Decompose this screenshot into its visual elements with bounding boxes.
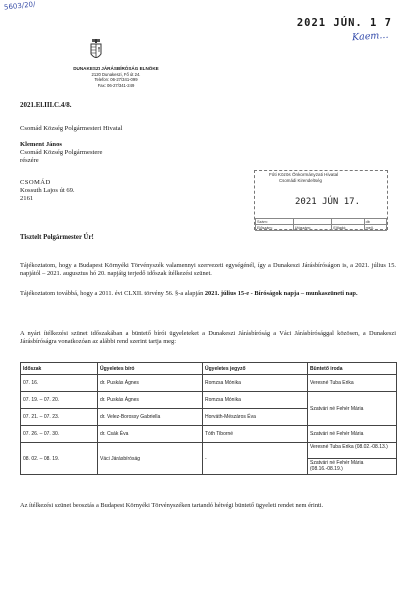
registration-stamp xyxy=(254,170,388,230)
paragraph-holiday-text: Tájékoztatom továbbá, hogy a 2011. évi CLXII. törvény 56. §-a alapján xyxy=(20,290,205,297)
handwritten-initials: Kaem... xyxy=(351,29,389,44)
recipient-title: Csomád Község Polgármestere xyxy=(20,149,103,157)
greeting: Tisztelt Polgármester Úr! xyxy=(20,234,94,241)
issuer-fax: Fax: 06-27/341-249 xyxy=(97,82,135,88)
recipient-office: Csomád Község Polgármesteri Hivatal xyxy=(20,125,123,132)
cell-clerk: Horváth-Mészáros Éva xyxy=(203,409,308,426)
issuer-phone: Telefon: 06-27/341-099 xyxy=(94,77,138,83)
recipient-name: Klement János xyxy=(20,141,62,148)
cell-judge: dr. Velez-Borossy Gabriella xyxy=(98,409,203,426)
paragraph-holiday xyxy=(20,290,396,298)
header-period: Időszak xyxy=(21,363,98,375)
cell-judge: dr. Puskás Ágnes xyxy=(98,375,203,392)
recipient-person-block xyxy=(20,141,102,166)
table-row xyxy=(21,443,397,475)
cell-office: Szatvári né Fehér Mária xyxy=(308,392,397,426)
recipient-street: Kossuth Lajos út 69. xyxy=(20,187,75,195)
paragraph-holiday-bold: 2021. július 15-e - Bíróságok napja – munkaszüneti nap. xyxy=(204,290,358,297)
stamp-label-db: db xyxy=(364,219,386,225)
cell-period: 08. 02. – 08. 19. xyxy=(21,443,98,475)
cell-period: 07. 21. – 07. 23. xyxy=(21,409,98,426)
table-header-row xyxy=(21,363,397,375)
recipient-address-block xyxy=(20,179,75,204)
table-row xyxy=(21,392,397,409)
cell-office: Szatvári né Fehér Mária xyxy=(308,426,397,443)
paragraph-schedule-intro: A nyári ítélkezési szünet időszakában a büntető bírói ügyeleteket a Dunakeszi Járásbíróság a Váci Járásbírósággal közösen, a Dunakeszi Járásbíróságra vonatkozóan az alábbi rend szerint tartja meg: xyxy=(20,330,396,346)
stamp-branch: Csomádi Kirendeltség xyxy=(279,178,322,183)
stamp-label-eloszam: Előszám: xyxy=(256,225,294,231)
received-date-stamp: 2021 JÚN. 1 7 xyxy=(296,17,392,29)
header-clerk: Ügyeletes jegyző xyxy=(203,363,308,375)
cell-period: 07. 16. xyxy=(21,375,98,392)
stamp-fields xyxy=(255,218,387,231)
cell-clerk: Romzsa Mónika xyxy=(203,375,308,392)
table-row xyxy=(21,426,397,443)
header-office: Büntető iroda xyxy=(308,363,397,375)
recipient-note: részére xyxy=(20,157,39,165)
coat-of-arms-icon xyxy=(89,39,103,63)
issuer-name: DUNAKESZI JÁRÁSBÍRÓSÁG ELNÖKE xyxy=(73,66,159,71)
cell-office-part: Veresné Tuba Erika (08.02.-08.13.) xyxy=(308,443,396,459)
reference-number: 2021.El.III.C.4/8. xyxy=(20,101,72,109)
cell-judge: Váci Járásbíróság xyxy=(98,443,203,475)
closing-paragraph: Az ítélkezési szünet beosztás a Budapest Környéki Törvényszéken tartandó hétvégi büntető ügyeleti rendet nem érinti. xyxy=(20,502,324,509)
issuer-block xyxy=(66,66,166,88)
cell-office-part: Szatvári né Fehér Mária (08.16.-08.19.) xyxy=(310,460,364,472)
cell-period: 07. 26. – 07. 30. xyxy=(21,426,98,443)
recipient-zip: 2161 xyxy=(20,195,34,203)
cell-judge: dr. Csák Éva xyxy=(98,426,203,443)
stamp-label-mell: mell. xyxy=(364,225,386,231)
stamp-label-eloado: Előadó: xyxy=(332,225,364,231)
cell-office-split xyxy=(308,443,397,475)
cell-period: 07. 19. – 07. 20. xyxy=(21,392,98,409)
duty-schedule-table xyxy=(20,362,397,475)
cell-judge: dr. Puskás Ágnes xyxy=(98,392,203,409)
stamp-office: Fóti Közös Önkormányzati Hivatal xyxy=(269,172,339,177)
stamp-label-szam: Szám: xyxy=(256,219,294,225)
paragraph-intro: Tájékoztatom, hogy a Budapest Környéki Törvényszék valamennyi szervezeti egységénél, így a Dunakeszi Járásbíróságon is, a 2021. július 15. napjától – 2021. augusztus hó 20. napjáig terjedő időszak ítélkezési szünet. xyxy=(20,262,396,278)
table-row xyxy=(21,375,397,392)
cell-clerk: - xyxy=(203,443,308,475)
corner-registration-note: 5603/20/ xyxy=(3,0,36,12)
cell-clerk: Romzsa Mónika xyxy=(203,392,308,409)
cell-clerk: Tóth Tiborné xyxy=(203,426,308,443)
issuer-address: 2120 Dunakeszi, Fő út 24. xyxy=(91,71,141,77)
stamp-date: 2021 JÚN 17. xyxy=(295,197,361,207)
stamp-label-utoszam: Utószám: xyxy=(293,225,332,231)
header-judge: Ügyeletes bíró xyxy=(98,363,203,375)
recipient-city: CSOMÁD xyxy=(20,179,51,186)
cell-office: Veresné Tuba Erika xyxy=(308,375,397,392)
